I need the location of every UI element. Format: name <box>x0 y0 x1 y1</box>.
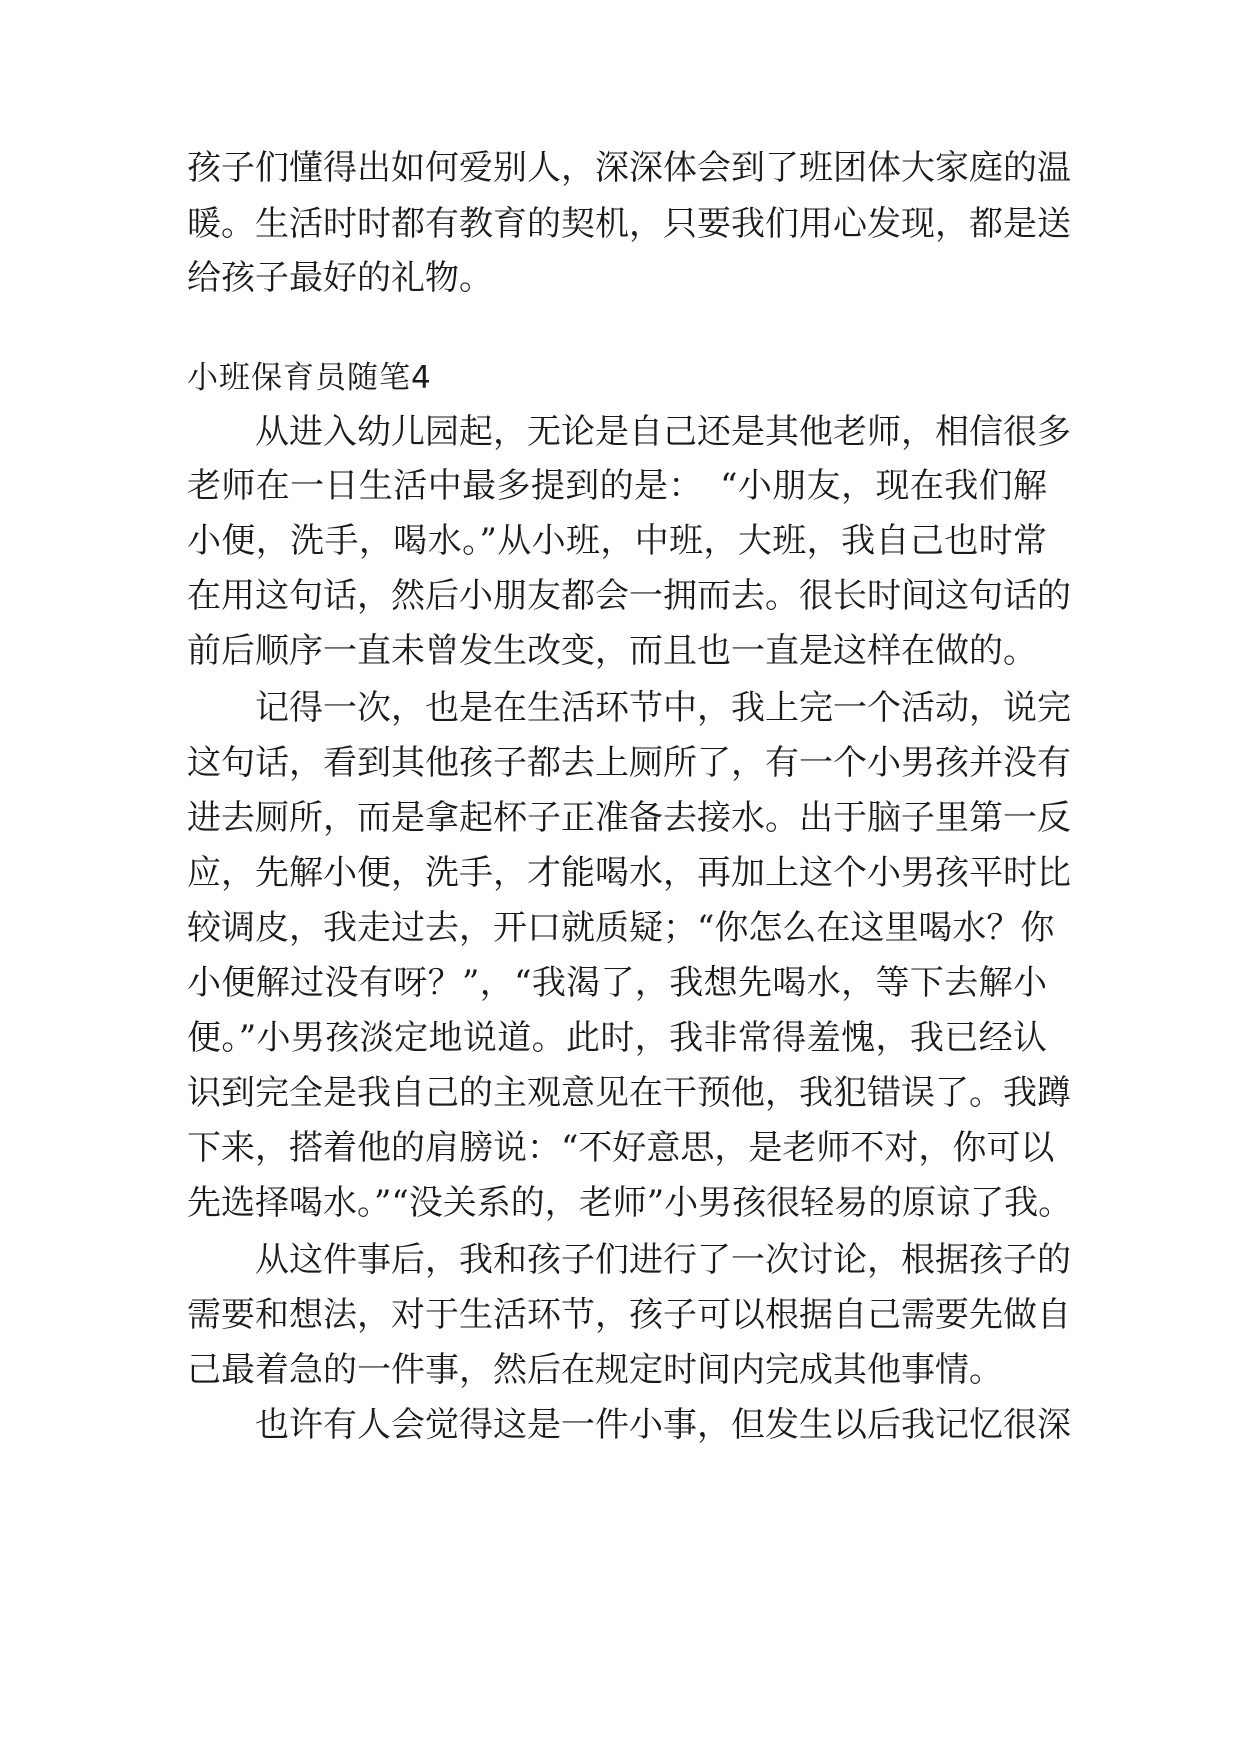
paragraph-1-line-2: 老师在一日生活中最多提到的是： “小朋友，现在我们解 <box>187 466 1047 506</box>
paragraph-2-line-3: 进去厕所，而是拿起杯子正准备去接水。出于脑子里第一反 <box>187 798 1071 838</box>
paragraph-2-line-8: 识到完全是我自己的主观意见在干预他，我犯错误了。我蹲 <box>187 1073 1071 1113</box>
paragraph-1-line-3: 小便，洗手，喝水。”从小班，中班，大班，我自己也时常 <box>187 521 1047 561</box>
paragraph-2-line-6: 小便解过没有呀？”，“我渴了，我想先喝水，等下去解小 <box>187 963 1047 1003</box>
paragraph-2-line-4: 应，先解小便，洗手，才能喝水，再加上这个小男孩平时比 <box>187 853 1071 893</box>
paragraph-4-line-1: 也许有人会觉得这是一件小事，但发生以后我记忆很深 <box>255 1405 1071 1445</box>
paragraph-1-line-4: 在用这句话，然后小朋友都会一拥而去。很长时间这句话的 <box>187 576 1071 616</box>
paragraph-2-line-9: 下来，搭着他的肩膀说：“不好意思，是老师不对，你可以 <box>187 1128 1055 1168</box>
paragraph-3-line-3: 己最着急的一件事，然后在规定时间内完成其他事情。 <box>187 1350 1003 1390</box>
paragraph-1-line-1: 从进入幼儿园起，无论是自己还是其他老师，相信很多 <box>255 412 1071 452</box>
paragraph-3-line-1: 从这件事后，我和孩子们进行了一次讨论，根据孩子的 <box>255 1240 1071 1280</box>
paragraph-2-line-7: 便。”小男孩淡定地说道。此时，我非常得羞愧，我已经认 <box>187 1018 1047 1058</box>
intro-line-3: 给孩子最好的礼物。 <box>187 258 493 298</box>
paragraph-2-line-10: 先选择喝水。”“没关系的，老师”小男孩很轻易的原谅了我。 <box>187 1183 1073 1223</box>
paragraph-1-line-5: 前后顺序一直未曾发生改变，而且也一直是这样在做的。 <box>187 631 1037 671</box>
paragraph-2-line-2: 这句话，看到其他孩子都去上厕所了，有一个小男孩并没有 <box>187 743 1071 783</box>
section-title: 小班保育员随笔4 <box>187 360 432 396</box>
intro-line-1: 孩子们懂得出如何爱别人，深深体会到了班团体大家庭的温 <box>187 148 1071 188</box>
paragraph-2-line-1: 记得一次，也是在生活环节中，我上完一个活动，说完 <box>255 688 1071 728</box>
intro-line-2: 暖。生活时时都有教育的契机，只要我们用心发现，都是送 <box>187 204 1071 244</box>
paragraph-3-line-2: 需要和想法，对于生活环节，孩子可以根据自己需要先做自 <box>187 1295 1071 1335</box>
paragraph-2-line-5: 较调皮，我走过去，开口就质疑；“你怎么在这里喝水？你 <box>187 908 1055 948</box>
